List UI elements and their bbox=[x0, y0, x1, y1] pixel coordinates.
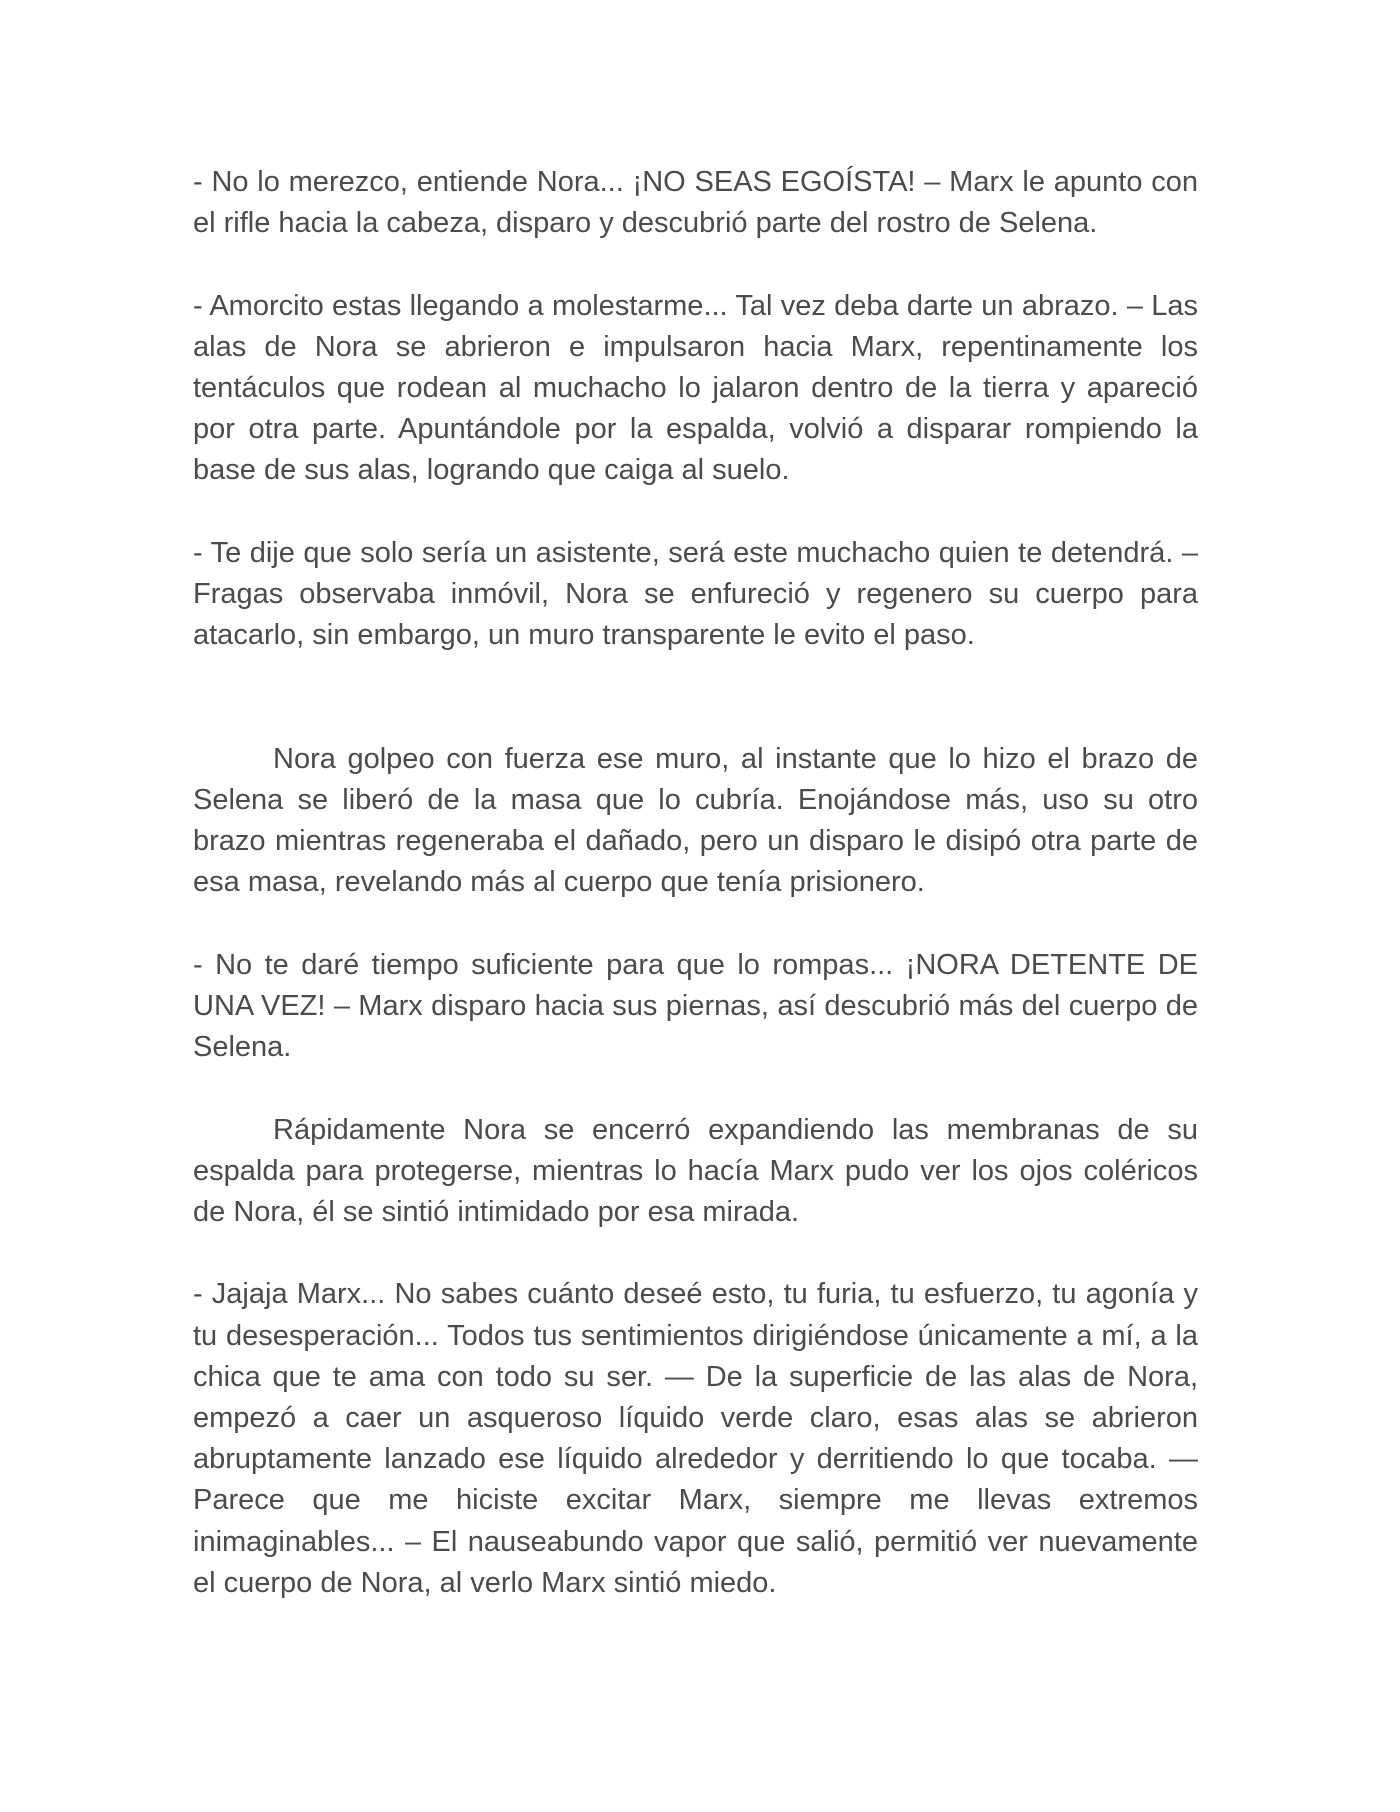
paragraph-dialogue: - Jajaja Marx... No sabes cuánto deseé esto, tu furia, tu esfuerzo, tu agonía y tu desesperación... Todos tus sentimientos dirigiéndose únicamente a mí, a la chica que te ama con todo su ser. — De la superficie de las alas de Nora, empezó a caer un asqueroso líquido verde claro, esas alas se abrieron abruptamente lanzado ese líquido alrededor y derritiendo lo que tocaba. — Parece que me hiciste excitar Marx, siempre me llevas extremos inimaginables... – El nauseabundo vapor que salió, permitió ver nuevamente el cuerpo de Nora, al verlo Marx sintió miedo. bbox=[193, 1278, 1198, 1599]
document-body bbox=[193, 162, 1198, 1645]
paragraph-dialogue: - Amorcito estas llegando a molestarme... Tal vez deba darte un abrazo. – Las alas de Nora se abrieron e impulsaron hacia Marx, repentinamente los tentáculos que rodean al muchacho lo jalaron dentro de la tierra y apareció por otra parte. Apuntándole por la espalda, volvió a disparar rompiendo la base de sus alas, logrando que caiga al suelo. bbox=[193, 289, 1198, 487]
paragraph-dialogue: - No lo merezco, entiende Nora... ¡NO SEAS EGOÍSTA! – Marx le apunto con el rifle hacia la cabeza, disparo y descubrió parte del rostro de Selena. bbox=[193, 166, 1198, 240]
paragraph-narration: Nora golpeo con fuerza ese muro, al instante que lo hizo el brazo de Selena se liberó de la masa que lo cubría. Enojándose más, uso su otro brazo mientras regeneraba el dañado, pero un disparo le disipó otra parte de esa masa, revelando más al cuerpo que tenía prisionero. bbox=[193, 742, 1198, 899]
paragraph-dialogue: - Te dije que solo sería un asistente, será este muchacho quien te detendrá. – Fragas observaba inmóvil, Nora se enfureció y regenero su cuerpo para atacarlo, sin embargo, un muro transparente le evito el paso. bbox=[193, 536, 1198, 652]
paragraph-narration: Rápidamente Nora se encerró expandiendo las membranas de su espalda para protegerse, mientras lo hacía Marx pudo ver los ojos coléricos de Nora, él se sintió intimidado por esa mirada. bbox=[193, 1113, 1198, 1228]
paragraph-dialogue: - No te daré tiempo suficiente para que lo rompas... ¡NORA DETENTE DE UNA VEZ! – Marx disparo hacia sus piernas, así descubrió más del cuerpo de Selena. bbox=[193, 948, 1198, 1064]
